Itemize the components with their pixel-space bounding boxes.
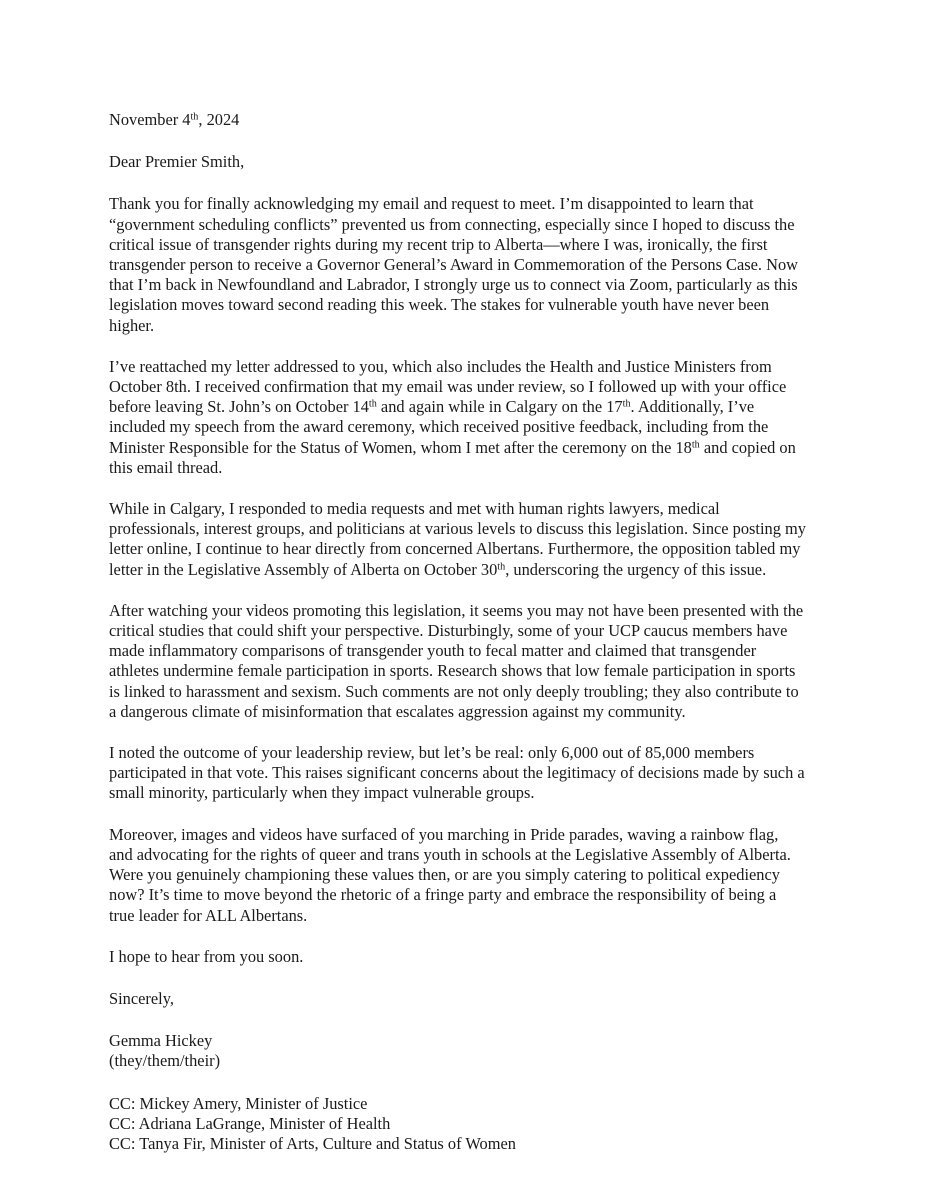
salutation: Dear Premier Smith, — [109, 152, 245, 172]
text-run: and again while in Calgary on the 17 — [376, 397, 623, 417]
paragraph-line: I’ve reattached my letter addressed to you, which also includes the Health and Justice Ministers from — [109, 356, 772, 376]
cc-line: CC: Adriana LaGrange, Minister of Health — [109, 1113, 391, 1133]
closing-wish: I hope to hear from you soon. — [109, 946, 304, 966]
paragraph-line: critical studies that could shift your perspective. Disturbingly, some of your UCP caucus members have — [109, 621, 788, 641]
paragraph-6 — [109, 825, 829, 926]
text-run: before leaving St. John’s on October 14 — [109, 397, 369, 417]
paragraph-line: “government scheduling conflicts” prevented us from connecting, especially since I hoped to discuss the — [109, 214, 795, 234]
paragraph-line: critical issue of transgender rights during my recent trip to Alberta—where I was, ironically, the first — [109, 234, 768, 254]
cc-line: CC: Tanya Fir, Minister of Arts, Culture and Status of Women — [109, 1133, 516, 1153]
closing: Sincerely, — [109, 988, 174, 1008]
text-run: and copied on — [699, 437, 796, 457]
paragraph-line: made inflammatory comparisons of transgender youth to fecal matter and claimed that transgender — [109, 641, 757, 661]
paragraph-2 — [109, 357, 829, 478]
paragraph-line: While in Calgary, I responded to media requests and met with human rights lawyers, medical — [109, 499, 720, 519]
ordinal-suffix: th — [497, 561, 506, 573]
text-run: . Additionally, I’ve — [630, 397, 755, 417]
paragraph-line: I noted the outcome of your leadership review, but let’s be real: only 6,000 out of 85,000 members — [109, 743, 755, 763]
paragraph-3 — [109, 499, 829, 580]
paragraph-line — [109, 560, 829, 580]
paragraph-line: included my speech from the award ceremony, which received positive feedback, including from the — [109, 417, 769, 437]
letter-date — [109, 110, 829, 130]
paragraph-line: a dangerous climate of misinformation that escalates aggression against my community. — [109, 701, 686, 721]
text-run: , underscoring the urgency of this issue. — [505, 559, 767, 579]
ordinal-suffix: th — [368, 398, 377, 410]
paragraph-line: professionals, interest groups, and politicians at various levels to discuss this legislation. Since posting my — [109, 519, 806, 539]
paragraph-line: Thank you for finally acknowledging my email and request to meet. I’m disappointed to learn that — [109, 194, 754, 214]
text-run: letter in the Legislative Assembly of Alberta on October 30 — [109, 559, 498, 579]
date-month-day: November 4 — [109, 110, 191, 129]
paragraph-line: and advocating for the rights of queer and trans youth in schools at the Legislative Assembly of Alberta. — [109, 844, 791, 864]
paragraph-line: that I’m back in Newfoundland and Labrador, I strongly urge us to connect via Zoom, particularly as this — [109, 275, 798, 295]
signature-pronouns: (they/them/their) — [109, 1051, 221, 1071]
paragraph-5 — [109, 743, 829, 804]
paragraph-line: participated in that vote. This raises significant concerns about the legitimacy of decisions made by such a — [109, 763, 805, 783]
letter-body — [109, 110, 829, 1154]
paragraph-line: After watching your videos promoting this legislation, it seems you may not have been presented with the — [109, 600, 804, 620]
text-run: Minister Responsible for the Status of Women, whom I met after the ceremony on the 18 — [109, 437, 692, 457]
signature-name: Gemma Hickey — [109, 1031, 213, 1051]
date-day-suffix: th — [190, 111, 199, 123]
cc-list — [109, 1094, 829, 1155]
ordinal-suffix: th — [622, 398, 631, 410]
paragraph-line: October 8th. I received confirmation that my email was under review, so I followed up with your office — [109, 377, 787, 397]
ordinal-suffix: th — [691, 439, 700, 451]
paragraph-line: transgender person to receive a Governor General’s Award in Commemoration of the Persons Case. Now — [109, 255, 798, 275]
paragraph-line: is linked to harassment and sexism. Such comments are not only deeply troubling; they also contribute to — [109, 681, 799, 701]
paragraph-line: Were you genuinely championing these values then, or are you simply catering to political expediency — [109, 865, 780, 885]
cc-line: CC: Mickey Amery, Minister of Justice — [109, 1093, 368, 1113]
paragraph-line: legislation moves toward second reading this week. The stakes for vulnerable youth have never been — [109, 295, 770, 315]
paragraph-line: small minority, particularly when they impact vulnerable groups. — [109, 783, 535, 803]
paragraph-4 — [109, 601, 829, 722]
paragraph-line: higher. — [109, 315, 155, 335]
paragraph-line: this email thread. — [109, 457, 223, 477]
signature-block — [109, 1031, 829, 1071]
date-year: , 2024 — [198, 110, 240, 129]
paragraph-line: Moreover, images and videos have surfaced of you marching in Pride parades, waving a rainbow flag, — [109, 824, 779, 844]
paragraph-1 — [109, 194, 829, 335]
paragraph-line: athletes undermine female participation in sports. Research shows that low female participation in sports — [109, 661, 796, 681]
paragraph-line — [109, 438, 829, 458]
paragraph-line: now? It’s time to move beyond the rhetoric of a fringe party and embrace the responsibility of being a — [109, 885, 777, 905]
paragraph-line: true leader for ALL Albertans. — [109, 905, 308, 925]
paragraph-line: letter online, I continue to hear directly from concerned Albertans. Furthermore, the opposition tabled my — [109, 539, 801, 559]
paragraph-line — [109, 397, 829, 417]
